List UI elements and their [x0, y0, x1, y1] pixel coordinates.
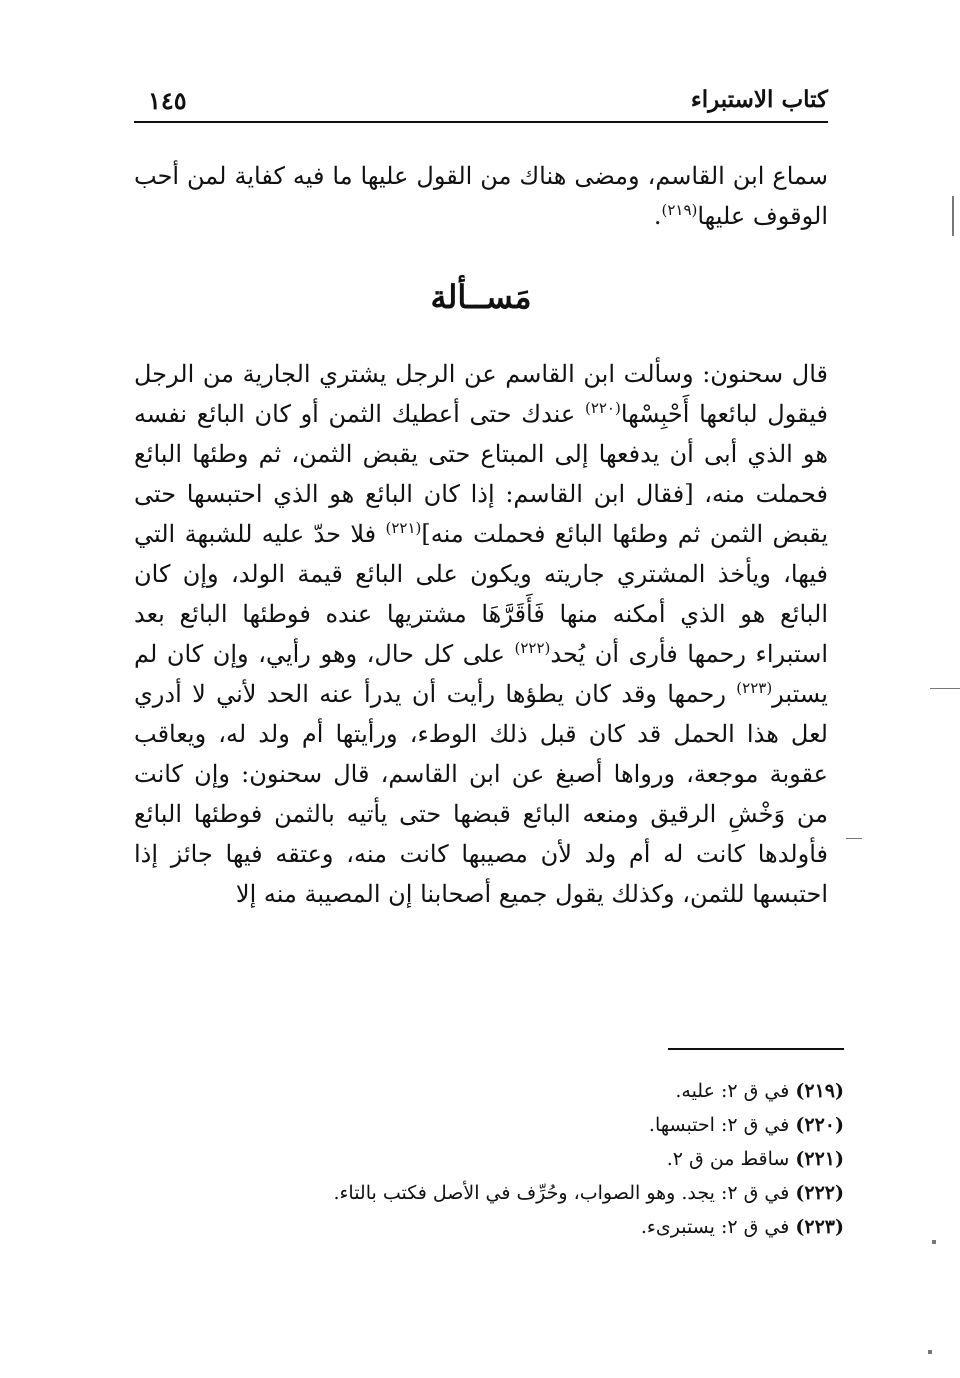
footnote-number: (٢٢٣): [795, 1216, 844, 1238]
intro-end: .: [653, 202, 662, 230]
page-number: ١٤٥: [148, 86, 187, 115]
intro-paragraph: [134, 156, 828, 236]
main-text-part-1: قال سحنون: وسألت ابن القاسم عن الرجل يشتري الجارية من الرجل فيقول لبائعها أَحْبِسْها: [134, 360, 829, 428]
footnote-ref-223: (٢٢٣): [736, 679, 773, 697]
footnote-ref-221: (٢٢١): [385, 519, 422, 537]
footnote-221: [134, 1142, 844, 1176]
scan-edge-mark: [846, 838, 862, 839]
footnote-ref-220: (٢٢٠): [584, 399, 621, 417]
intro-text: سماع ابن القاسم، ومضى هناك من القول عليها ما فيه كفاية لمن أحب الوقوف عليها: [134, 162, 828, 230]
header-rule: [134, 121, 828, 123]
scan-dot: [932, 1240, 936, 1244]
footnote-223: [134, 1210, 844, 1244]
main-paragraph: [134, 354, 828, 914]
footnote-number: (٢٢٠): [795, 1114, 844, 1136]
footnote-text: ساقط من ق ٢.: [666, 1148, 796, 1170]
footnote-ref-219: (٢١٩): [661, 201, 698, 219]
footnote-222: [134, 1176, 844, 1210]
chapter-title: كتاب الاستبراء: [690, 86, 828, 113]
footnote-text: في ق ٢: عليه.: [675, 1080, 796, 1102]
main-text-part-3: فلا حدّ عليه للشبهة التي فيها، ويأخذ المشتري جاريته ويكون على البائع قيمة الولد، وإن كان البائع هو الذي أمكنه منها فَأَقَرَّهَا مشتريها عنده فوطئها البائع بعد استبراء رحمها فأرى أن يُحد: [134, 520, 828, 668]
running-header: [134, 82, 828, 122]
scan-dot: [928, 1350, 932, 1354]
main-text-part-4: على كل حال، وهو رأيي، وإن كان لم يستبر: [134, 640, 828, 708]
footnote-220: [134, 1108, 844, 1142]
footnote-text: في ق ٢: يستبرىء.: [640, 1216, 796, 1238]
section-heading: مَســألة: [430, 278, 532, 316]
scan-edge-mark: [952, 196, 954, 236]
footnote-number: (٢١٩): [795, 1080, 844, 1102]
main-text-part-5: رحمها وقد كان يطؤها رأيت أن يدرأ عنه الحد لأني لا أدري لعل هذا الحمل قد كان قبل ذلك الوطء، ورأيتها أم ولد له، ويعاقب عقوبة موجعة، ورواها أصبغ عن ابن القاسم، قال سحنون: وإن كانت من وَخْشِ الرقيق ومنعه البائع قبضها حتى يأتيه بالثمن فوطئها البائع فأولدها كانت له أم ولد لأن مصيبها كانت منه، وعتقه فيها جائز إذا احتبسها للثمن، وكذلك يقول جميع أصحابنا إن المصيبة منه إلا: [134, 680, 829, 908]
scan-edge-mark: [930, 688, 960, 689]
footnote-ref-222: (٢٢٢): [514, 639, 551, 657]
footnote-number: (٢٢١): [795, 1148, 844, 1170]
footnote-number: (٢٢٢): [795, 1182, 844, 1204]
main-text-part-2: عندك حتى أعطيك الثمن أو كان البائع نفسه هو الذي أبى أن يدفعها إلى المبتاع حتى يقبض الثمن، ثم وطئها البائع فحملت منه، [فقال ابن القاسم: إذا كان البائع هو الذي احتبسها حتى يقبض الثمن ثم وطئها البائع فحملت منه]: [134, 400, 829, 548]
footnote-219: [134, 1074, 844, 1108]
footnote-text: في ق ٢: احتبسها.: [648, 1114, 796, 1136]
footnote-text: في ق ٢: يجد. وهو الصواب، وحُرِّف في الأصل فكتب بالتاء.: [333, 1182, 796, 1204]
footnote-separator: [668, 1048, 844, 1050]
footnotes: [134, 1074, 844, 1244]
